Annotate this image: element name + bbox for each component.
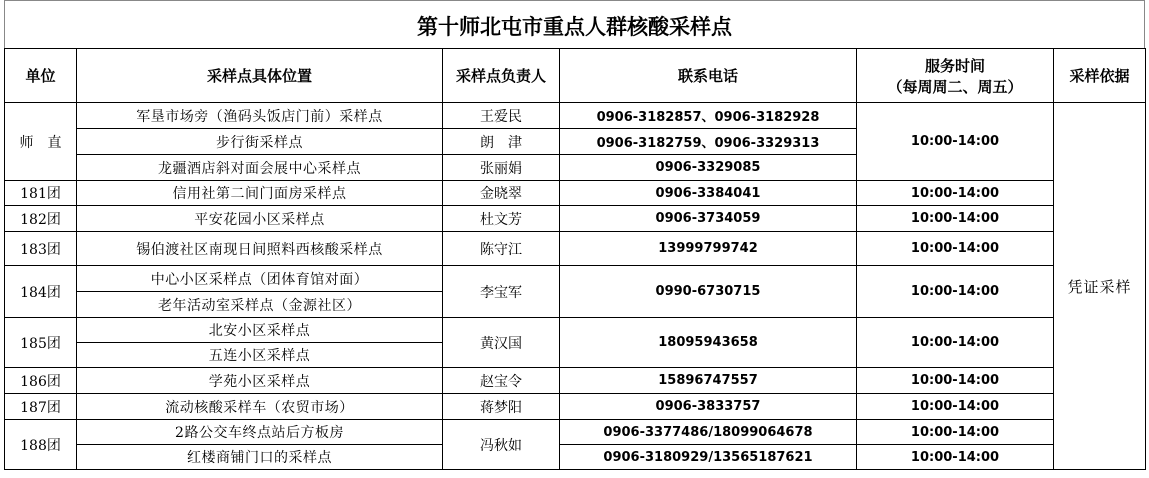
- person-cell: 张丽娟: [443, 155, 560, 181]
- header-service-time: [857, 49, 1054, 103]
- location-cell: 流动核酸采样车（农贸市场）: [77, 394, 443, 420]
- location-cell: 北安小区采样点: [77, 318, 443, 343]
- table-row: [5, 232, 1146, 266]
- unit-cell: 181团: [5, 181, 77, 206]
- person-cell: 赵宝令: [443, 368, 560, 394]
- person-cell: 杜文芳: [443, 206, 560, 232]
- phone-cell: 0906-3182759、0906-3329313: [560, 129, 857, 155]
- header-location: 采样点具体位置: [77, 49, 443, 103]
- location-cell: 中心小区采样点（团体育馆对面）: [77, 266, 443, 292]
- person-cell: 黄汉国: [443, 318, 560, 368]
- phone-cell: 0906-3377486/18099064678: [560, 420, 857, 445]
- location-cell: 平安花园小区采样点: [77, 206, 443, 232]
- phone-cell: 0906-3180929/13565187621: [560, 445, 857, 470]
- unit-cell: 184团: [5, 266, 77, 318]
- person-cell: 金晓翠: [443, 181, 560, 206]
- unit-cell: 182团: [5, 206, 77, 232]
- header-service-time-line1: 服务时间: [924, 56, 985, 75]
- table-row: [5, 420, 1146, 445]
- time-cell: 10:00-14:00: [857, 394, 1054, 420]
- time-cell: 10:00-14:00: [857, 420, 1054, 445]
- location-cell: 老年活动室采样点（金源社区）: [77, 292, 443, 318]
- time-cell: 10:00-14:00: [857, 445, 1054, 470]
- header-row: [5, 49, 1146, 103]
- time-cell: 10:00-14:00: [857, 206, 1054, 232]
- time-cell: 10:00-14:00: [857, 181, 1054, 206]
- table-row: [5, 103, 1146, 129]
- phone-cell: 13999799742: [560, 232, 857, 266]
- time-cell: 10:00-14:00: [857, 266, 1054, 318]
- header-phone: 联系电话: [560, 49, 857, 103]
- unit-cell: 183团: [5, 232, 77, 266]
- unit-cell: 186团: [5, 368, 77, 394]
- person-cell: 冯秋如: [443, 420, 560, 470]
- sampling-sites-table: [4, 48, 1146, 470]
- time-cell: 10:00-14:00: [857, 318, 1054, 368]
- header-unit: 单位: [5, 49, 77, 103]
- table-row: [5, 266, 1146, 292]
- time-cell: 10:00-14:00: [857, 368, 1054, 394]
- time-cell: 10:00-14:00: [857, 103, 1054, 181]
- header-service-time-line2: （每周周二、周五）: [887, 77, 1023, 96]
- table-row: [5, 318, 1146, 343]
- time-cell: 10:00-14:00: [857, 232, 1054, 266]
- location-cell: 学苑小区采样点: [77, 368, 443, 394]
- phone-cell: 0906-3182857、0906-3182928: [560, 103, 857, 129]
- phone-cell: 15896747557: [560, 368, 857, 394]
- location-cell: 五连小区采样点: [77, 343, 443, 368]
- location-cell: 锡伯渡社区南现日间照料西核酸采样点: [77, 232, 443, 266]
- phone-cell: 0906-3329085: [560, 155, 857, 181]
- header-person: 采样点负责人: [443, 49, 560, 103]
- table-row: [5, 445, 1146, 470]
- location-cell: 2路公交车终点站后方板房: [77, 420, 443, 445]
- basis-cell: 凭证采样: [1054, 103, 1146, 470]
- unit-cell: 188团: [5, 420, 77, 470]
- table-row: [5, 394, 1146, 420]
- person-cell: 王爱民: [443, 103, 560, 129]
- phone-cell: 0906-3833757: [560, 394, 857, 420]
- person-cell: 陈守江: [443, 232, 560, 266]
- header-basis: 采样依据: [1054, 49, 1146, 103]
- unit-cell: 185团: [5, 318, 77, 368]
- phone-cell: 0990-6730715: [560, 266, 857, 318]
- phone-cell: 0906-3734059: [560, 206, 857, 232]
- sheet-title: 第十师北屯市重点人群核酸采样点: [4, 0, 1145, 48]
- location-cell: 红楼商铺门口的采样点: [77, 445, 443, 470]
- location-cell: 龙疆酒店斜对面会展中心采样点: [77, 155, 443, 181]
- person-cell: 李宝军: [443, 266, 560, 318]
- table-row: [5, 181, 1146, 206]
- table-row: [5, 368, 1146, 394]
- phone-cell: 0906-3384041: [560, 181, 857, 206]
- location-cell: 军垦市场旁（渔码头饭店门前）采样点: [77, 103, 443, 129]
- location-cell: 步行街采样点: [77, 129, 443, 155]
- person-cell: 蒋梦阳: [443, 394, 560, 420]
- sampling-sites-sheet: [4, 0, 1145, 476]
- unit-cell: 187团: [5, 394, 77, 420]
- table-row: [5, 206, 1146, 232]
- person-cell: 朗 津: [443, 129, 560, 155]
- phone-cell: 18095943658: [560, 318, 857, 368]
- location-cell: 信用社第二间门面房采样点: [77, 181, 443, 206]
- unit-cell: 师 直: [5, 103, 77, 181]
